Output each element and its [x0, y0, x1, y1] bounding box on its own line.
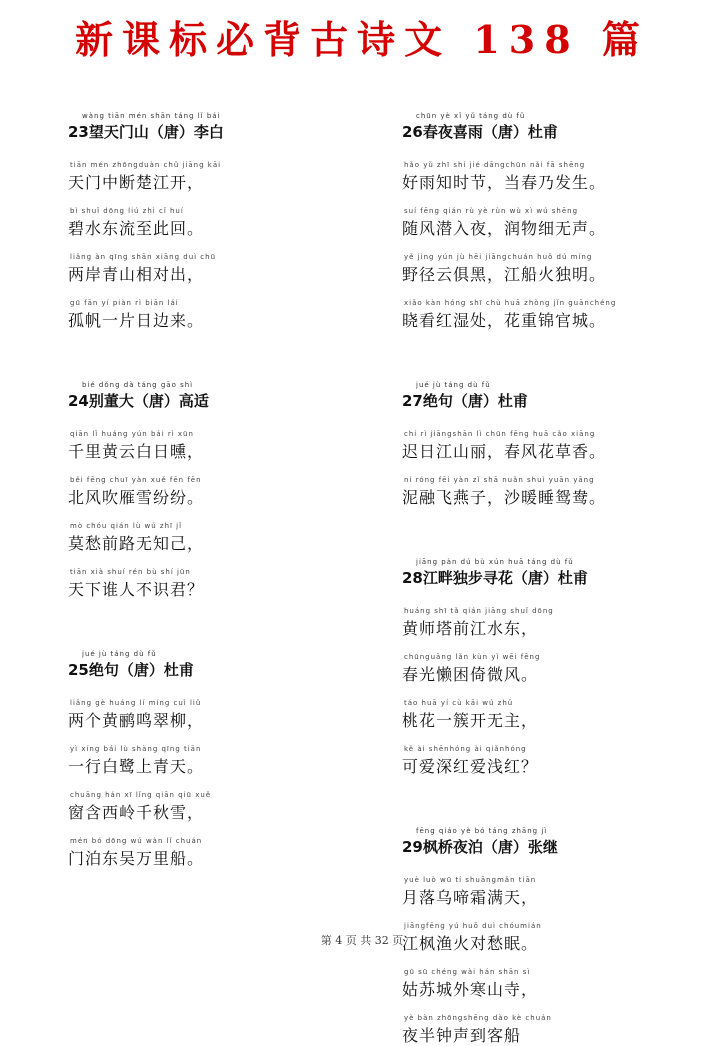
poem-title — [68, 112, 368, 147]
line-pinyin: hǎo yǔ zhī shí jié dāngchūn nǎi fā shēng — [404, 161, 586, 169]
line-pinyin: běi fēng chuī yàn xuě fēn fēn — [70, 476, 202, 484]
line-text: 好雨知时节，当春乃发生。 — [402, 173, 607, 192]
poem-line — [402, 876, 702, 908]
right-column — [402, 112, 702, 1046]
poem-line — [402, 430, 702, 462]
page-number: 第 4 页 共 32 页 — [320, 934, 404, 947]
line-text: 江枫渔火对愁眠。 — [402, 934, 539, 953]
poem-title-pinyin: jiāng pàn dú bù xún huā táng dù fǔ — [416, 558, 574, 566]
poem-line — [402, 161, 702, 193]
line-pinyin: gū sū chéng wài hán shān sì — [404, 968, 531, 976]
poem-title-text: 28江畔独步寻花（唐）杜甫 — [402, 569, 588, 587]
poem-title — [402, 112, 702, 147]
poem-line — [68, 745, 368, 777]
line-pinyin: yuè luò wū tí shuāngmǎn tiān — [404, 876, 537, 884]
line-pinyin: jiāngfēng yú huǒ duì chóumián — [404, 922, 542, 930]
poem-title-text: 24别董大（唐）高适 — [68, 392, 209, 410]
poem-title — [402, 827, 702, 862]
line-pinyin: chūnguāng lǎn kùn yǐ wēi fēng — [404, 653, 541, 661]
line-text: 迟日江山丽，春风花草香。 — [402, 442, 607, 461]
line-text: 莫愁前路无知己， — [68, 534, 205, 553]
line-pinyin: liǎng àn qīng shān xiāng duì chū — [70, 253, 217, 261]
poem-25 — [68, 650, 368, 869]
poem-line — [402, 476, 702, 508]
poem-23 — [68, 112, 368, 331]
line-pinyin: yì xíng bái lù shàng qīng tiān — [70, 745, 202, 753]
poem-line — [402, 299, 702, 331]
poem-line — [402, 699, 702, 731]
line-pinyin: táo huā yí cù kāi wú zhǔ — [404, 699, 514, 707]
document-title: 新课标必背古诗文 138 篇 — [75, 17, 649, 62]
line-text: 黄师塔前江水东， — [402, 619, 539, 638]
line-text: 碧水东流至此回。 — [68, 219, 205, 238]
poem-line — [68, 299, 368, 331]
line-text: 天门中断楚江开， — [68, 173, 205, 192]
line-pinyin: chí rì jiāngshān lì chūn fēng huā cǎo xiāng — [404, 430, 596, 438]
line-text: 姑苏城外寒山寺， — [402, 980, 539, 999]
line-text: 两岸青山相对出， — [68, 265, 205, 284]
poem-line — [68, 161, 368, 193]
poem-title-text: 29枫桥夜泊（唐）张继 — [402, 838, 558, 856]
poem-title-pinyin: jué jù táng dù fǔ — [416, 381, 491, 389]
line-pinyin: tiān mén zhōngduàn chǔ jiāng kāi — [70, 161, 222, 169]
line-pinyin: mò chóu qián lù wú zhī jǐ — [70, 522, 183, 530]
poem-line — [68, 699, 368, 731]
line-text: 春光懒困倚微风。 — [402, 665, 539, 684]
line-pinyin: xiǎo kàn hóng shī chù huā zhòng jǐn guānchéng — [404, 299, 617, 307]
line-text: 桃花一簇开无主， — [402, 711, 539, 730]
line-pinyin: yè bàn zhōngshēng dào kè chuán — [404, 1014, 552, 1022]
poem-title-pinyin: wàng tiān mén shān táng lǐ bái — [82, 112, 221, 120]
poem-title — [68, 381, 368, 416]
line-text: 窗含西岭千秋雪， — [68, 803, 205, 822]
poem-line — [68, 522, 368, 554]
poem-24 — [68, 381, 368, 600]
line-text: 月落乌啼霜满天， — [402, 888, 539, 907]
line-pinyin: tiān xià shuí rén bù shí jūn — [70, 568, 191, 576]
poem-27 — [402, 381, 702, 508]
poem-title-text: 23望天门山（唐）李白 — [68, 123, 224, 141]
line-pinyin: kě ài shēnhóng ài qiǎnhóng — [404, 745, 527, 753]
line-pinyin: liǎng gè huáng lí míng cuì liǔ — [70, 699, 202, 707]
poem-line — [402, 207, 702, 239]
poem-28 — [402, 558, 702, 777]
line-text: 晓看红湿处，花重锦官城。 — [402, 311, 607, 330]
left-column — [68, 112, 368, 869]
poem-line — [402, 253, 702, 285]
poem-title-text: 26春夜喜雨（唐）杜甫 — [402, 123, 558, 141]
line-text: 孤帆一片日边来。 — [68, 311, 205, 330]
line-text: 千里黄云白日曛， — [68, 442, 205, 461]
line-pinyin: mén bó dōng wú wàn lǐ chuán — [70, 837, 203, 845]
line-text: 一行白鹭上青天。 — [68, 757, 205, 776]
line-pinyin: chuāng hán xī lǐng qiān qiū xuě — [70, 791, 212, 799]
poem-line — [402, 968, 702, 1000]
poem-title — [402, 381, 702, 416]
line-text: 野径云俱黑，江船火独明。 — [402, 265, 607, 284]
poem-line — [68, 476, 368, 508]
poem-line — [68, 568, 368, 600]
poem-26 — [402, 112, 702, 331]
line-pinyin: suí fēng qián rù yè rùn wù xì wú shēng — [404, 207, 579, 215]
line-text: 两个黄鹂鸣翠柳， — [68, 711, 205, 730]
poem-line — [68, 207, 368, 239]
poem-line — [402, 745, 702, 777]
line-text: 门泊东吴万里船。 — [68, 849, 205, 868]
line-pinyin: huáng shī tǎ qián jiāng shuǐ dōng — [404, 607, 554, 615]
poem-title — [402, 558, 702, 593]
line-pinyin: gū fān yí piàn rì biān lái — [70, 299, 179, 307]
poem-line — [68, 253, 368, 285]
poem-line — [68, 837, 368, 869]
line-text: 泥融飞燕子，沙暖睡鸳鸯。 — [402, 488, 607, 507]
poem-title-text: 25绝句（唐）杜甫 — [68, 661, 194, 679]
poem-title-pinyin: fēng qiáo yè bó táng zhāng jì — [416, 827, 548, 835]
poem-title-text: 27绝句（唐）杜甫 — [402, 392, 528, 410]
line-text: 随风潜入夜，润物细无声。 — [402, 219, 607, 238]
poem-line — [68, 791, 368, 823]
line-text: 天下谁人不识君？ — [68, 580, 205, 599]
poem-title-pinyin: chūn yè xǐ yǔ táng dù fǔ — [416, 112, 526, 120]
poem-title — [68, 650, 368, 685]
line-pinyin: qiān lǐ huáng yún bái rì xūn — [70, 430, 194, 438]
line-pinyin: yě jìng yún jù hēi jiāngchuán huǒ dú míng — [404, 253, 593, 261]
poem-line — [402, 607, 702, 639]
poem-line — [68, 430, 368, 462]
line-pinyin: bì shuǐ dōng liú zhì cǐ huí — [70, 207, 184, 215]
poem-title-pinyin: jué jù táng dù fǔ — [82, 650, 157, 658]
poem-line — [402, 1014, 702, 1046]
poem-title-pinyin: bié dǒng dà táng gāo shì — [82, 381, 194, 389]
poem-line — [402, 653, 702, 685]
line-text: 夜半钟声到客船 — [402, 1026, 522, 1045]
line-pinyin: ní róng fēi yàn zǐ shā nuǎn shuì yuān yāng — [404, 476, 595, 484]
line-text: 北风吹雁雪纷纷。 — [68, 488, 205, 507]
line-text: 可爱深红爱浅红？ — [402, 757, 539, 776]
